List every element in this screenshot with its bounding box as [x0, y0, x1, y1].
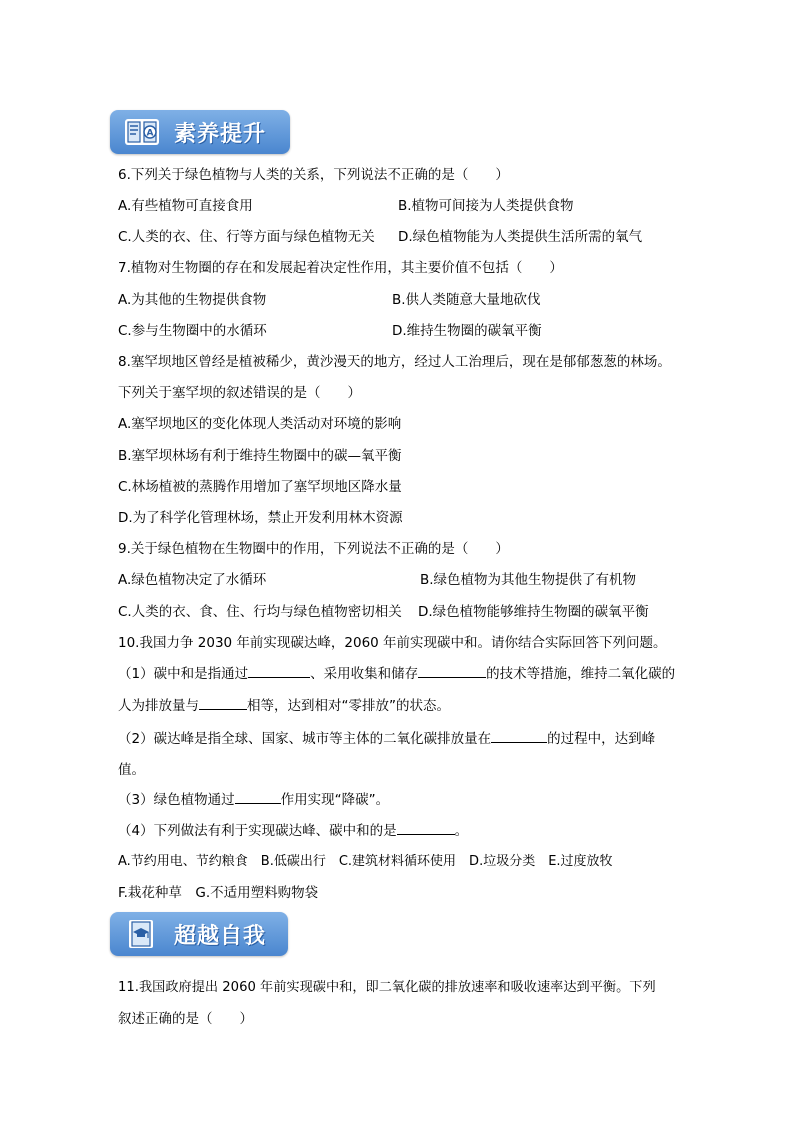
q10-options-line1: A.节约用电、节约粮食 B.低碳出行 C.建筑材料循环使用 D.垃圾分类 E.过度放牧 [118, 854, 613, 869]
answer-blank[interactable] [491, 730, 547, 743]
q10-part3 [118, 791, 389, 809]
section-banner-suyang [110, 110, 290, 154]
q10-p1-text-b: 、采用收集和储存 [310, 666, 419, 682]
open-book-icon [122, 114, 162, 150]
q9-option-a: A.绿色植物决定了水循环 [118, 572, 267, 588]
q10-part2-line1 [118, 730, 655, 748]
q10-part1-line1 [118, 665, 675, 683]
q10-p1-text-a: （1）碳中和是指通过 [118, 666, 249, 682]
section-banner-chaoyue [110, 912, 288, 956]
q11-stem-line2: 叙述正确的是（ ） [118, 1011, 253, 1027]
q10-p1-text-d: 人为排放量与 [118, 698, 199, 714]
q6-stem: 6.下列关于绿色植物与人类的关系，下列说法不正确的是（ ） [118, 167, 509, 183]
q10-p4-text-b: 。 [454, 823, 469, 839]
q11-stem-line1: 11.我国政府提出 2060 年前实现碳中和，即二氧化碳的排放速率和吸收速率达到平衡。下列 [118, 980, 656, 995]
q10-options-line2: F.栽花种草 G.不适用塑料购物袋 [118, 885, 319, 901]
section-title: 超越自我 [174, 923, 267, 949]
q6-option-d: D.绿色植物能为人类提供生活所需的氧气 [398, 229, 643, 245]
q8-option-c: C.林场植被的蒸腾作用增加了塞罕坝地区降水量 [118, 479, 402, 495]
q8-stem-line1: 8.塞罕坝地区曾经是植被稀少，黄沙漫天的地方，经过人工治理后，现在是郁郁葱葱的林场。 [118, 354, 671, 370]
book-cap-icon [122, 916, 162, 952]
q9-stem: 9.关于绿色植物在生物圈中的作用，下列说法不正确的是（ ） [118, 541, 509, 557]
q10-p2-text-b: 的过程中，达到峰 [547, 731, 656, 747]
q10-p1-text-c: 的技术等措施，维持二氧化碳的 [486, 666, 676, 682]
svg-text:A: A [146, 128, 154, 139]
answer-blank[interactable] [397, 822, 455, 835]
answer-blank[interactable] [418, 665, 486, 678]
q7-option-b: B.供人类随意大量地砍伐 [392, 292, 541, 308]
q6-option-c: C.人类的衣、住、行等方面与绿色植物无关 [118, 229, 375, 245]
q10-p3-text-b: 作用实现“降碳”。 [280, 792, 390, 808]
q7-option-d: D.维持生物圈的碳氧平衡 [392, 323, 542, 339]
q10-part4 [118, 822, 468, 840]
q8-option-b: B.塞罕坝林场有利于维持生物圈中的碳—氧平衡 [118, 448, 402, 464]
section-title: 素养提升 [174, 121, 267, 147]
answer-blank[interactable] [248, 665, 310, 678]
q10-p1-text-e: 相等，达到相对“零排放”的状态。 [247, 698, 450, 714]
q6-option-a: A.有些植物可直接食用 [118, 198, 253, 214]
q7-stem: 7.植物对生物圈的存在和发展起着决定性作用，其主要价值不包括（ ） [118, 260, 563, 276]
q7-option-c: C.参与生物圈中的水循环 [118, 323, 267, 339]
answer-blank[interactable] [199, 697, 247, 710]
q10-part2-line2: 值。 [118, 762, 145, 778]
q9-option-d: D.绿色植物能够维持生物圈的碳氧平衡 [418, 604, 649, 620]
q9-option-b: B.绿色植物为其他生物提供了有机物 [420, 572, 637, 588]
q10-stem: 10.我国力争 2030 年前实现碳达峰，2060 年前实现碳中和。请你结合实际回答下列问题。 [118, 635, 667, 651]
q9-option-c: C.人类的衣、食、住、行均与绿色植物密切相关 [118, 604, 402, 620]
q7-option-a: A.为其他的生物提供食物 [118, 292, 267, 308]
q10-p2-text-a: （2）碳达峰是指全球、国家、城市等主体的二氧化碳排放量在 [118, 731, 492, 747]
q8-option-a: A.塞罕坝地区的变化体现人类活动对环境的影响 [118, 416, 402, 432]
q8-option-d: D.为了科学化管理林场，禁止开发利用林木资源 [118, 510, 403, 526]
q10-part1-line2 [118, 697, 450, 715]
q10-p4-text-a: （4）下列做法有利于实现碳达峰、碳中和的是 [118, 823, 397, 839]
q10-p3-text-a: （3）绿色植物通过 [118, 792, 235, 808]
q6-option-b: B.植物可间接为人类提供食物 [398, 198, 574, 214]
answer-blank[interactable] [235, 791, 281, 804]
q8-stem-line2: 下列关于塞罕坝的叙述错误的是（ ） [118, 385, 361, 401]
